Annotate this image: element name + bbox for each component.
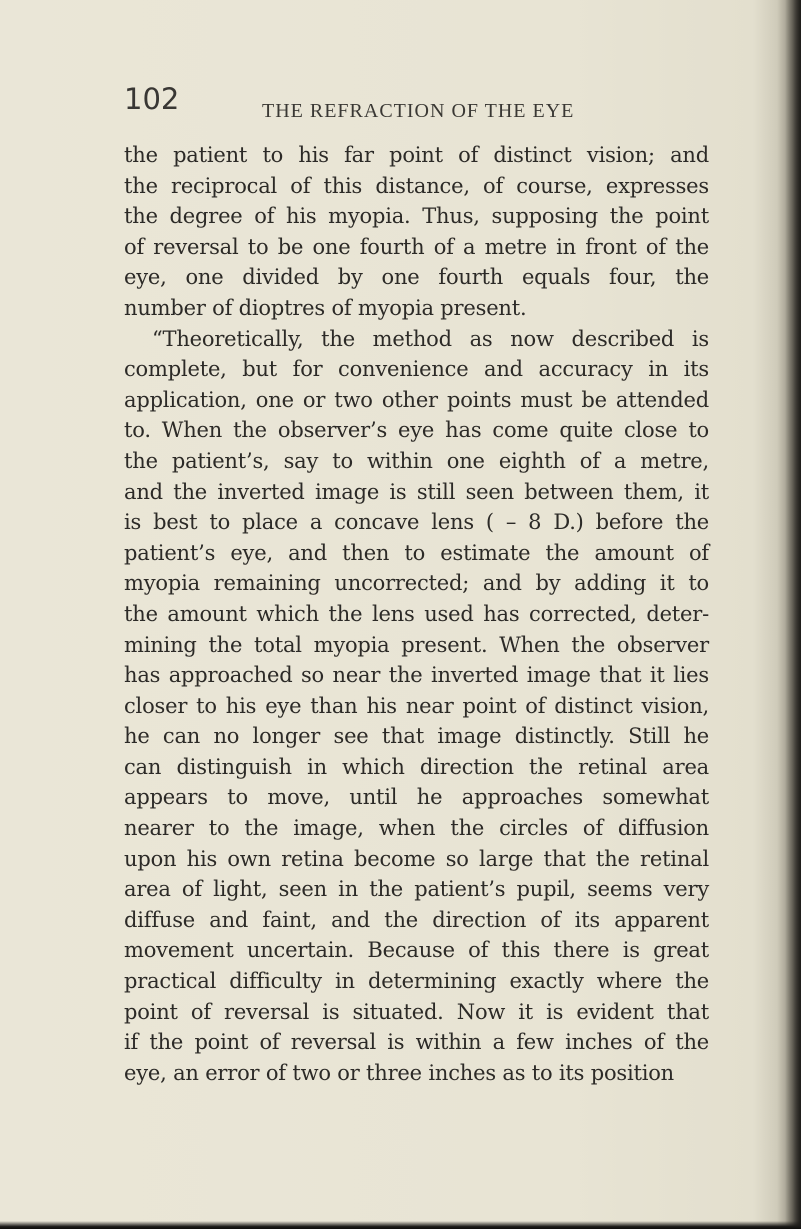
- page-edge-shadow: [785, 0, 801, 1229]
- text-line: the patient to his far point of distinct vision; and: [124, 143, 709, 167]
- text-line: eye, one divided by one fourth equals four, the: [124, 265, 709, 290]
- text-line: of reversal to be one fourth of a metre in front of the: [124, 234, 709, 259]
- running-head: THE REFRACTION OF THE EYE: [262, 100, 575, 122]
- text-line: the degree of his myopia. Thus, supposing the point: [124, 204, 709, 229]
- page-bottom-edge: [0, 1221, 801, 1229]
- text-line: upon his own retina become so large that the retinal: [124, 846, 709, 871]
- text-line: “Theoretically, the method as now described is: [152, 326, 709, 351]
- text-line: the patient’s, say to within one eighth of a metre,: [124, 448, 709, 473]
- text-line: diffuse and faint, and the direction of its apparent: [124, 907, 709, 932]
- text-line: patient’s eye, and then to estimate the amount of: [124, 540, 709, 565]
- text-line: complete, but for convenience and accuracy in its: [124, 357, 709, 382]
- text-line: to. When the observer’s eye has come quite close to: [124, 418, 709, 443]
- text-line: if the point of reversal is within a few inches of the: [124, 1030, 709, 1055]
- page-number: 102: [124, 82, 180, 116]
- text-line: number of dioptres of myopia present.: [124, 295, 527, 320]
- text-line: closer to his eye than his near point of distinct vision,: [124, 693, 709, 718]
- text-line: eye, an error of two or three inches as to its position: [124, 1060, 675, 1085]
- text-line: the amount which the lens used has corrected, deter-: [124, 601, 709, 626]
- text-line: he can no longer see that image distinctly. Still he: [124, 724, 709, 749]
- text-line: point of reversal is situated. Now it is evident that: [124, 999, 709, 1024]
- text-line: mining the total myopia present. When the observer: [124, 632, 709, 657]
- text-line: is best to place a concave lens ( – 8 D.) before the: [124, 510, 709, 535]
- text-line: and the inverted image is still seen between them, it: [124, 479, 709, 504]
- text-line: application, one or two other points must be attended: [124, 387, 709, 412]
- text-line: practical difficulty in determining exactly where the: [124, 969, 709, 994]
- text-line: appears to move, until he approaches somewhat: [124, 785, 709, 810]
- text-line: nearer to the image, when the circles of diffusion: [124, 816, 709, 841]
- body-text: [124, 140, 709, 1088]
- text-line: myopia remaining uncorrected; and by adding it to: [124, 571, 709, 596]
- text-line: area of light, seen in the patient’s pupil, seems very: [124, 877, 709, 902]
- text-line: the reciprocal of this distance, of course, expresses: [124, 173, 709, 198]
- text-line: has approached so near the inverted image that it lies: [124, 663, 709, 688]
- text-line: movement uncertain. Because of this there is great: [124, 938, 709, 963]
- text-line: can distinguish in which direction the retinal area: [124, 754, 709, 779]
